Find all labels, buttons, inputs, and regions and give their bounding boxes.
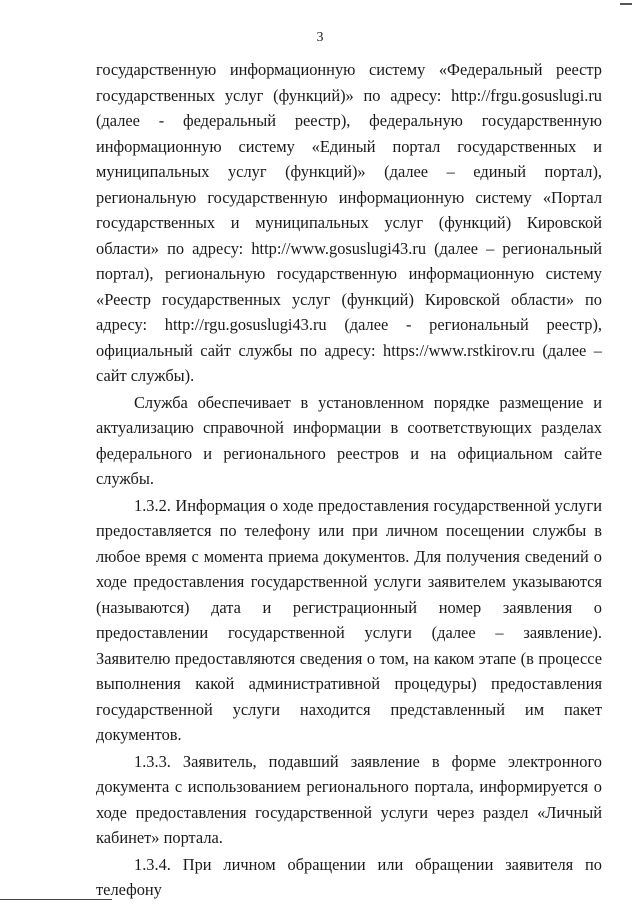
scan-corner-mark [620, 3, 632, 5]
page-number: 3 [316, 30, 324, 45]
paragraph-service-duties: Служба обеспечивает в установленном порядке размещение и актуализацию справочной информации в соответствующих разделах федерального и регионального реестров и на официальном сайте службы. [96, 392, 602, 488]
paragraph-1-3-4: 1.3.4. При личном обращении или обращении заявителя по телефону [96, 854, 602, 899]
paragraph-1-3-2: 1.3.2. Информация о ходе предоставления государственной услуги предоставляется по телефону или при личном посещении службы в любое время с момента приема документов. Для получения сведений о ходе предоставления государственной услуги заявителем указываются (называются) дата и регистрационный номер заявления о предоставлении государственной услуги (далее – заявление). Заявителю предоставляются сведения о том, на каком этапе (в процессе выполнения какой административной процедуры) предоставления государственной услуги находится представленный им пакет документов. [96, 495, 602, 744]
footer-rule [0, 899, 112, 905]
paragraph-portals-list: государственную информационную систему «Федеральный реестр государственных услуг (функций)» по адресу: http://frgu.gosuslugi.ru (далее - федеральный реестр), федеральную государственную информационную систему «Единый портал государственных и муниципальных услуг (функций)» (далее – единый портал), региональную государственную информационную систему «Портал государственных и муниципальных услуг (функций) Кировской области» по адресу: http://www.gosuslugi43.ru (далее – региональный портал), региональную государственную информационную систему «Реестр государственных услуг (функций) Кировской области» по адресу: http://rgu.gosuslugi43.ru (далее - региональный реестр), официальный сайт службы по адресу: https://www.rstkirov.ru (далее – сайт службы). [96, 60, 602, 385]
paragraph-1-3-3: 1.3.3. Заявитель, подавший заявление в форме электронного документа с использованием регионального портала, информируется о ходе предоставления государственной услуги через раздел «Личный кабинет» портала. [96, 751, 602, 847]
document-body [96, 57, 602, 903]
